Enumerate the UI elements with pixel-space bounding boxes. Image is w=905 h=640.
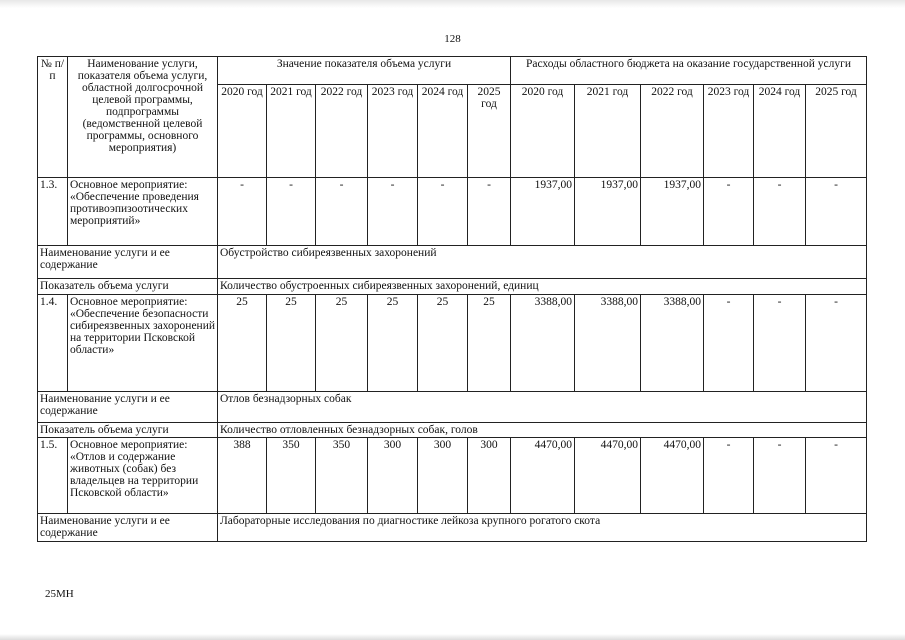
volume-value: - [418,178,468,246]
label-cell: Показатель объема услуги [38,423,218,438]
volume-value: 300 [468,438,511,514]
header-budget-year: 2020 год [511,85,575,178]
row-num: 1.4. [38,295,68,392]
header-budget-year: 2022 год [641,85,704,178]
volume-value: 300 [368,438,418,514]
volume-value: - [267,178,316,246]
header-volume-year: 2024 год [418,85,468,178]
budget-value: - [704,178,754,246]
label-cell: Наименование услуги и ее содержание [38,246,218,279]
value-cell: Отлов безнадзорных собак [218,392,867,423]
budget-value: - [806,295,867,392]
volume-value: 350 [267,438,316,514]
label-row [38,279,867,295]
page-number: 128 [444,33,461,45]
header-budget-year: 2023 год [704,85,754,178]
label-row [38,514,867,542]
table-row [38,178,867,246]
budget-value: 3388,00 [511,295,575,392]
value-cell: Количество обустроенных сибиреязвенных захоронений, единиц [218,279,867,295]
scan-edge-bottom [0,634,905,640]
volume-value: 25 [218,295,267,392]
volume-value: - [368,178,418,246]
budget-value: 1937,00 [641,178,704,246]
label-cell: Наименование услуги и ее содержание [38,392,218,423]
budget-value: - [806,178,867,246]
header-budget-group: Расходы областного бюджета на оказание государственной услуги [511,57,867,85]
value-cell: Лабораторные исследования по диагностике лейкоза крупного рогатого скота [218,514,867,542]
budget-value: - [754,295,806,392]
volume-value: 25 [418,295,468,392]
header-num: № п/п [38,57,68,178]
budget-value: 4470,00 [511,438,575,514]
label-row [38,246,867,279]
volume-value: 25 [368,295,418,392]
header-volume-year: 2023 год [368,85,418,178]
header-volume-year: 2021 год [267,85,316,178]
volume-value: 350 [316,438,368,514]
volume-value: - [468,178,511,246]
volume-value: 25 [468,295,511,392]
budget-value: 1937,00 [575,178,641,246]
volume-value: 300 [418,438,468,514]
header-budget-year: 2021 год [575,85,641,178]
volume-value: 25 [316,295,368,392]
row-num: 1.5. [38,438,68,514]
volume-value: - [218,178,267,246]
scan-edge-top [0,0,905,8]
budget-value: 4470,00 [575,438,641,514]
budget-value: - [704,295,754,392]
volume-value: 388 [218,438,267,514]
value-cell: Количество отловленных безнадзорных собак, голов [218,423,867,438]
label-row [38,423,867,438]
services-table [37,56,867,542]
row-name: Основное мероприятие: «Отлов и содержание животных (собак) без владельцев на территории Псковской области» [68,438,218,514]
header-row-1 [38,57,867,85]
row-name: Основное мероприятие: «Обеспечение проведения противоэпизоотических мероприятий» [68,178,218,246]
budget-value: 4470,00 [641,438,704,514]
header-volume-year: 2020 год [218,85,267,178]
row-name: Основное мероприятие: «Обеспечение безопасности сибиреязвенных захоронений на территории Псковской области» [68,295,218,392]
label-row [38,392,867,423]
budget-value: - [754,178,806,246]
budget-value: 1937,00 [511,178,575,246]
budget-value: 3388,00 [641,295,704,392]
table-row [38,438,867,514]
header-budget-year: 2025 год [806,85,867,178]
row-num: 1.3. [38,178,68,246]
volume-value: - [316,178,368,246]
header-volume-group: Значение показателя объема услуги [218,57,511,85]
table-row [38,295,867,392]
header-name: Наименование услуги, показателя объема услуги, областной долгосрочной целевой программы, подпрограммы (ведомственной целевой программы, основного мероприятия) [68,57,218,178]
label-cell: Показатель объема услуги [38,279,218,295]
budget-value: - [806,438,867,514]
volume-value: 25 [267,295,316,392]
budget-value: - [754,438,806,514]
label-cell: Наименование услуги и ее содержание [38,514,218,542]
header-volume-year: 2025 год [468,85,511,178]
header-budget-year: 2024 год [754,85,806,178]
header-volume-year: 2022 год [316,85,368,178]
value-cell: Обустройство сибиреязвенных захоронений [218,246,867,279]
budget-value: - [704,438,754,514]
footer-code: 25МН [45,588,74,600]
budget-value: 3388,00 [575,295,641,392]
